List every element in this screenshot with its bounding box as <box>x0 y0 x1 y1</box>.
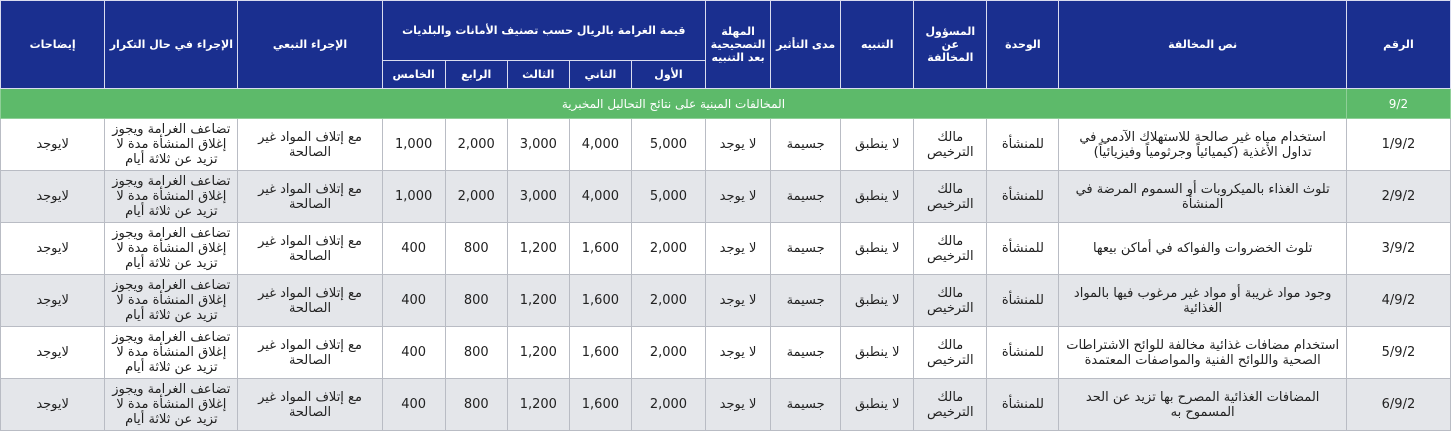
col-header-fine-level-3: الثالث <box>507 61 569 89</box>
table-row <box>1 171 1451 223</box>
cell-follow-action: مع إتلاف المواد غير الصالحة <box>238 171 382 223</box>
table-row <box>1 223 1451 275</box>
cell-warning: لا ينطبق <box>841 171 914 223</box>
cell-text: وجود مواد غريبة أو مواد غير مرغوب فيها بالمواد الغذائية <box>1059 275 1346 327</box>
cell-fine-3: 1,200 <box>507 275 569 327</box>
cell-deadline: لا يوجد <box>706 327 771 379</box>
cell-fine-5: 400 <box>382 327 445 379</box>
group-row <box>1 89 1451 119</box>
cell-repeat-action: تضاعف الغرامة ويجوز إغلاق المنشأة مدة لا تزيد عن ثلاثة أيام <box>105 171 238 223</box>
cell-fine-2: 1,600 <box>569 223 631 275</box>
col-header-fine-group: قيمة الغرامة بالريال حسب تصنيف الأمانات والبلديات <box>382 1 705 61</box>
cell-warning: لا ينطبق <box>841 119 914 171</box>
cell-impact: جسيمة <box>771 379 841 431</box>
cell-num: 4/9/2 <box>1346 275 1450 327</box>
cell-impact: جسيمة <box>771 119 841 171</box>
cell-follow-action: مع إتلاف المواد غير الصالحة <box>238 223 382 275</box>
cell-fine-2: 4,000 <box>569 119 631 171</box>
col-header-warning: التنبيه <box>841 1 914 89</box>
cell-follow-action: مع إتلاف المواد غير الصالحة <box>238 119 382 171</box>
cell-num: 5/9/2 <box>1346 327 1450 379</box>
cell-fine-1: 2,000 <box>631 275 705 327</box>
header-row <box>1 1 1451 61</box>
cell-num: 6/9/2 <box>1346 379 1450 431</box>
cell-follow-action: مع إتلاف المواد غير الصالحة <box>238 379 382 431</box>
cell-fine-4: 800 <box>445 275 507 327</box>
cell-unit: للمنشأة <box>987 275 1059 327</box>
col-header-fine-level-2: الثاني <box>569 61 631 89</box>
cell-deadline: لا يوجد <box>706 119 771 171</box>
cell-unit: للمنشأة <box>987 379 1059 431</box>
cell-num: 1/9/2 <box>1346 119 1450 171</box>
cell-fine-5: 400 <box>382 275 445 327</box>
group-title: المخالفات المبنية على نتائج التحاليل المخبرية <box>1 89 1347 119</box>
col-header-text: نص المخالفة <box>1059 1 1346 89</box>
cell-text: المضافات الغذائية المصرح بها تزيد عن الحد المسموح به <box>1059 379 1346 431</box>
cell-impact: جسيمة <box>771 171 841 223</box>
cell-impact: جسيمة <box>771 275 841 327</box>
cell-responsible: مالك الترخيص <box>914 223 987 275</box>
cell-fine-2: 1,600 <box>569 379 631 431</box>
cell-responsible: مالك الترخيص <box>914 327 987 379</box>
cell-fine-4: 800 <box>445 379 507 431</box>
cell-impact: جسيمة <box>771 327 841 379</box>
cell-fine-1: 2,000 <box>631 327 705 379</box>
cell-follow-action: مع إتلاف المواد غير الصالحة <box>238 327 382 379</box>
cell-fine-1: 5,000 <box>631 171 705 223</box>
col-header-fine-level-5: الخامس <box>382 61 445 89</box>
cell-repeat-action: تضاعف الغرامة ويجوز إغلاق المنشأة مدة لا تزيد عن ثلاثة أيام <box>105 119 238 171</box>
cell-fine-5: 400 <box>382 379 445 431</box>
col-header-num: الرقم <box>1346 1 1450 89</box>
cell-deadline: لا يوجد <box>706 171 771 223</box>
table-row <box>1 275 1451 327</box>
cell-text: استخدام مياه غير صالحة للاستهلاك الآدمي في تداول الأغذية (كيميائياً وجرثومياً وفيزيائياً) <box>1059 119 1346 171</box>
col-header-follow-action: الإجراء التبعي <box>238 1 382 89</box>
cell-text: تلوث الغذاء بالميكروبات أو السموم المرضة في المنشأة <box>1059 171 1346 223</box>
cell-notes: لايوجد <box>1 171 105 223</box>
cell-fine-4: 800 <box>445 223 507 275</box>
cell-fine-4: 2,000 <box>445 171 507 223</box>
cell-fine-1: 2,000 <box>631 379 705 431</box>
cell-repeat-action: تضاعف الغرامة ويجوز إغلاق المنشأة مدة لا تزيد عن ثلاثة أيام <box>105 379 238 431</box>
cell-deadline: لا يوجد <box>706 223 771 275</box>
cell-responsible: مالك الترخيص <box>914 171 987 223</box>
cell-fine-4: 2,000 <box>445 119 507 171</box>
cell-num: 3/9/2 <box>1346 223 1450 275</box>
cell-text: تلوث الخضروات والفواكه في أماكن بيعها <box>1059 223 1346 275</box>
cell-responsible: مالك الترخيص <box>914 119 987 171</box>
cell-notes: لايوجد <box>1 379 105 431</box>
table-body <box>1 119 1451 431</box>
col-header-deadline: المهلة التصحيحية بعد التنبيه <box>706 1 771 89</box>
cell-fine-2: 1,600 <box>569 327 631 379</box>
cell-fine-5: 400 <box>382 223 445 275</box>
cell-repeat-action: تضاعف الغرامة ويجوز إغلاق المنشأة مدة لا تزيد عن ثلاثة أيام <box>105 275 238 327</box>
table-row <box>1 379 1451 431</box>
cell-fine-1: 5,000 <box>631 119 705 171</box>
cell-deadline: لا يوجد <box>706 379 771 431</box>
cell-unit: للمنشأة <box>987 171 1059 223</box>
col-header-responsible: المسؤول عن المخالفة <box>914 1 987 89</box>
cell-impact: جسيمة <box>771 223 841 275</box>
cell-fine-1: 2,000 <box>631 223 705 275</box>
cell-warning: لا ينطبق <box>841 327 914 379</box>
cell-deadline: لا يوجد <box>706 275 771 327</box>
cell-fine-4: 800 <box>445 327 507 379</box>
cell-fine-2: 1,600 <box>569 275 631 327</box>
col-header-unit: الوحدة <box>987 1 1059 89</box>
cell-fine-3: 3,000 <box>507 171 569 223</box>
table-row <box>1 327 1451 379</box>
col-header-fine-level-4: الرابع <box>445 61 507 89</box>
cell-repeat-action: تضاعف الغرامة ويجوز إغلاق المنشأة مدة لا تزيد عن ثلاثة أيام <box>105 223 238 275</box>
group-number: 9/2 <box>1346 89 1450 119</box>
cell-responsible: مالك الترخيص <box>914 379 987 431</box>
cell-fine-3: 3,000 <box>507 119 569 171</box>
cell-warning: لا ينطبق <box>841 275 914 327</box>
cell-warning: لا ينطبق <box>841 379 914 431</box>
cell-unit: للمنشأة <box>987 119 1059 171</box>
cell-notes: لايوجد <box>1 327 105 379</box>
cell-warning: لا ينطبق <box>841 223 914 275</box>
col-header-impact: مدى التأثير <box>771 1 841 89</box>
col-header-fine-level-1: الأول <box>631 61 705 89</box>
table-row <box>1 119 1451 171</box>
cell-responsible: مالك الترخيص <box>914 275 987 327</box>
cell-notes: لايوجد <box>1 223 105 275</box>
cell-fine-5: 1,000 <box>382 171 445 223</box>
cell-fine-3: 1,200 <box>507 379 569 431</box>
cell-fine-2: 4,000 <box>569 171 631 223</box>
cell-notes: لايوجد <box>1 119 105 171</box>
cell-repeat-action: تضاعف الغرامة ويجوز إغلاق المنشأة مدة لا تزيد عن ثلاثة أيام <box>105 327 238 379</box>
cell-follow-action: مع إتلاف المواد غير الصالحة <box>238 275 382 327</box>
col-header-repeat-action: الإجراء في حال التكرار <box>105 1 238 89</box>
cell-unit: للمنشأة <box>987 327 1059 379</box>
cell-num: 2/9/2 <box>1346 171 1450 223</box>
cell-text: استخدام مضافات غذائية مخالفة للوائح الاشتراطات الصحية واللوائح الفنية والمواصفات المعتمدة <box>1059 327 1346 379</box>
cell-unit: للمنشأة <box>987 223 1059 275</box>
col-header-notes: إيضاحات <box>1 1 105 89</box>
cell-notes: لايوجد <box>1 275 105 327</box>
cell-fine-5: 1,000 <box>382 119 445 171</box>
cell-fine-3: 1,200 <box>507 223 569 275</box>
cell-fine-3: 1,200 <box>507 327 569 379</box>
